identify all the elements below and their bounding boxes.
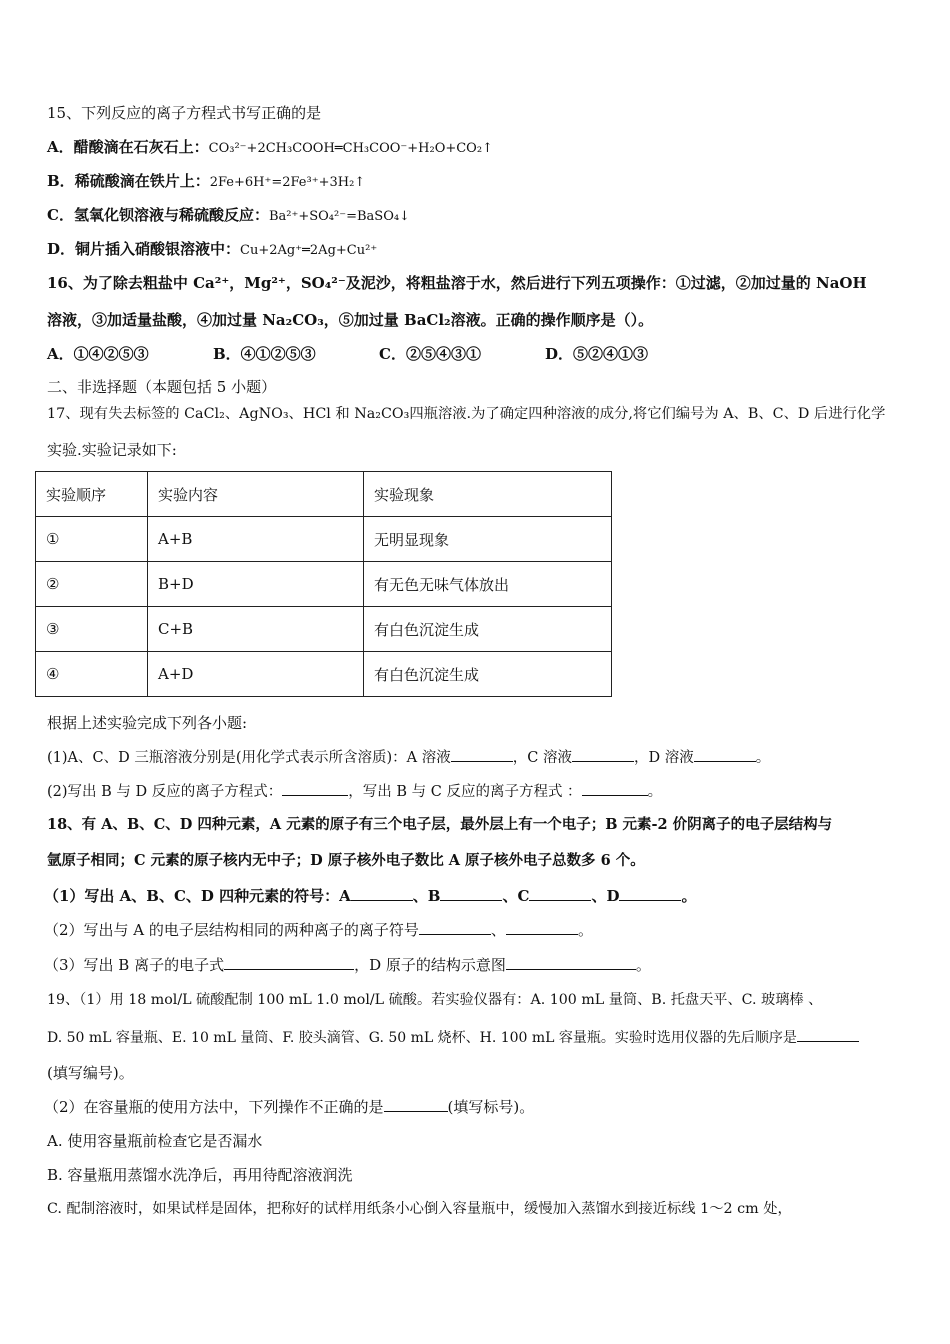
text: 。 bbox=[681, 887, 697, 905]
text: 、B bbox=[412, 887, 441, 905]
answer-blank[interactable] bbox=[224, 955, 354, 970]
q18-sub3 bbox=[44, 955, 651, 975]
answer-blank[interactable] bbox=[582, 781, 648, 796]
text: （1）写出 A、B、C、D 四种元素的符号：A bbox=[44, 887, 351, 905]
answer-blank[interactable] bbox=[619, 886, 681, 901]
q19-option-c: C. 配制溶液时，如果试样是固体，把称好的试样用纸条小心倒入容量瓶中，缓慢加入蒸馏水到接近标线 1～2 cm 处， bbox=[47, 1201, 792, 1217]
q16-line2: 溶液，③加适量盐酸，④加过量 Na₂CO₃，⑤加过量 BaCl₂溶液。正确的操作顺序是（）。 bbox=[47, 311, 654, 329]
equation: Ba²⁺+SO₄²⁻=BaSO₄↓ bbox=[268, 209, 410, 224]
equation: Cu+2Ag⁺═2Ag+Cu²⁺ bbox=[240, 243, 378, 258]
text: 。 bbox=[647, 784, 663, 800]
table-cell: B+D bbox=[148, 562, 364, 607]
q18-sub1 bbox=[44, 886, 696, 906]
q16-option-b: B．④①②⑤③ bbox=[213, 345, 316, 363]
table-cell: ③ bbox=[36, 607, 148, 652]
q19-option-a: A. 使用容量瓶前检查它是否漏水 bbox=[47, 1132, 263, 1150]
option-label: C． bbox=[47, 206, 74, 224]
text: （2）写出与 A 的电子层结构相同的两种离子的离子符号 bbox=[44, 921, 419, 939]
text: ，C 溶液 bbox=[512, 750, 572, 766]
table-cell: C+B bbox=[148, 607, 364, 652]
option-text: 氢氧化钡溶液与稀硫酸反应： bbox=[73, 206, 269, 224]
q15-stem: 15、下列反应的离子方程式书写正确的是 bbox=[47, 104, 322, 122]
answer-blank[interactable] bbox=[506, 955, 636, 970]
q19-line1: 19、（1）用 18 mol/L 硫酸配制 100 mL 1.0 mol/L 硫酸。若实验仪器有：A. 100 mL 量筒、B. 托盘天平、C. 玻璃棒 、 bbox=[47, 992, 823, 1008]
q19-option-b: B. 容量瓶用蒸馏水洗净后，再用待配溶液润洗 bbox=[47, 1166, 353, 1184]
q18-line1: 18、有 A、B、C、D 四种元素，A 元素的原子有三个电子层，最外层上有一个电子；B 元素-2 价阴离子的电子层结构与 bbox=[47, 816, 833, 833]
q19-line3: (填写编号)。 bbox=[47, 1064, 134, 1082]
text: 。 bbox=[755, 750, 771, 766]
answer-blank[interactable] bbox=[351, 886, 413, 901]
q17-line2: 实验.实验记录如下: bbox=[47, 441, 177, 459]
text: 、D bbox=[591, 887, 620, 905]
equation: CO₃²⁻+2CH₃COOH═CH₃COO⁻+H₂O+CO₂↑ bbox=[208, 141, 493, 156]
text: (2)写出 B 与 D 反应的离子方程式： bbox=[47, 784, 283, 800]
equation: 2Fe+6H⁺=2Fe³⁺+3H₂↑ bbox=[209, 175, 366, 190]
table-cell: ② bbox=[36, 562, 148, 607]
q16-option-c: C．②⑤④③① bbox=[379, 345, 481, 363]
q16-line1: 16、为了除去粗盐中 Ca²⁺，Mg²⁺，SO₄²⁻及泥沙，将粗盐溶于水，然后进行下列五项操作：①过滤，②加过量的 NaOH bbox=[47, 274, 867, 292]
text: 。 bbox=[577, 921, 593, 939]
text: ，写出 B 与 C 反应的离子方程式 ： bbox=[348, 784, 582, 800]
answer-blank[interactable] bbox=[440, 886, 502, 901]
q16-option-d: D．⑤②④①③ bbox=[545, 345, 649, 363]
table-cell: ④ bbox=[36, 652, 148, 697]
q17-sub2 bbox=[47, 781, 662, 802]
table-cell: 有无色无味气体放出 bbox=[364, 562, 612, 607]
option-label: A． bbox=[47, 138, 74, 156]
q17-line1: 17、现有失去标签的 CaCl₂、AgNO₃、HCl 和 Na₂CO₃四瓶溶液.为了确定四种溶液的成分,将它们编号为 A、B、C、D 后进行化学 bbox=[47, 406, 886, 422]
table-header-cell: 实验内容 bbox=[148, 472, 364, 517]
table-cell: A+D bbox=[148, 652, 364, 697]
answer-blank[interactable] bbox=[451, 747, 513, 762]
answer-blank[interactable] bbox=[694, 747, 756, 762]
table-header-cell: 实验现象 bbox=[364, 472, 612, 517]
q18-line2: 氩原子相同；C 元素的原子核内无中子；D 原子核外电子数比 A 原子核外电子总数多 6 个。 bbox=[47, 852, 645, 869]
text: （3）写出 B 离子的电子式 bbox=[44, 956, 225, 974]
text: 。 bbox=[635, 956, 651, 974]
text: （2）在容量瓶的使用方法中，下列操作不正确的是 bbox=[44, 1098, 384, 1116]
answer-blank[interactable] bbox=[282, 781, 348, 796]
option-label: B． bbox=[47, 172, 75, 190]
q19-line2 bbox=[47, 1027, 859, 1048]
option-text: 稀硫酸滴在铁片上： bbox=[74, 172, 210, 190]
q16-option-a: A．①④②⑤③ bbox=[47, 345, 149, 363]
table-header-row bbox=[36, 472, 612, 517]
table-cell: 有白色沉淀生成 bbox=[364, 652, 612, 697]
table-row bbox=[36, 607, 612, 652]
q15-option-d bbox=[47, 239, 377, 261]
answer-blank[interactable] bbox=[419, 920, 491, 935]
table-cell: A+B bbox=[148, 517, 364, 562]
table-row bbox=[36, 562, 612, 607]
experiment-table bbox=[35, 471, 612, 697]
text: (1)A、C、D 三瓶溶液分别是(用化学式表示所含溶质)：A 溶液 bbox=[47, 750, 451, 766]
q16-options bbox=[47, 344, 648, 364]
option-text: 醋酸滴在石灰石上： bbox=[73, 138, 209, 156]
q17-sub1 bbox=[47, 747, 770, 768]
text: ，D 溶液 bbox=[633, 750, 694, 766]
option-text: 铜片插入硝酸银溶液中： bbox=[75, 240, 241, 258]
table-row bbox=[36, 652, 612, 697]
q15-option-a bbox=[47, 137, 493, 159]
q18-sub2 bbox=[44, 920, 593, 940]
table-cell: 无明显现象 bbox=[364, 517, 612, 562]
text: 、C bbox=[502, 887, 530, 905]
q19-sub2 bbox=[44, 1097, 534, 1117]
section-heading: 二、非选择题（本题包括 5 小题） bbox=[47, 378, 277, 396]
q17-after-table: 根据上述实验完成下列各小题: bbox=[47, 714, 248, 732]
table-row bbox=[36, 517, 612, 562]
text: D. 50 mL 容量瓶、E. 10 mL 量筒、F. 胶头滴管、G. 50 mL 烧杯、H. 100 mL 容量瓶。实验时选用仪器的先后顺序是 bbox=[47, 1030, 797, 1046]
text: ，D 原子的结构示意图 bbox=[354, 956, 506, 974]
table-cell: ① bbox=[36, 517, 148, 562]
answer-blank[interactable] bbox=[529, 886, 591, 901]
table-header-cell: 实验顺序 bbox=[36, 472, 148, 517]
answer-blank[interactable] bbox=[384, 1097, 448, 1112]
answer-blank[interactable] bbox=[506, 920, 578, 935]
table-cell: 有白色沉淀生成 bbox=[364, 607, 612, 652]
q15-option-b bbox=[47, 171, 365, 193]
answer-blank[interactable] bbox=[572, 747, 634, 762]
text: 、 bbox=[490, 921, 506, 939]
option-label: D． bbox=[47, 240, 76, 258]
text: (填写标号)。 bbox=[447, 1098, 535, 1116]
q15-option-c bbox=[47, 205, 410, 227]
answer-blank[interactable] bbox=[797, 1027, 859, 1042]
